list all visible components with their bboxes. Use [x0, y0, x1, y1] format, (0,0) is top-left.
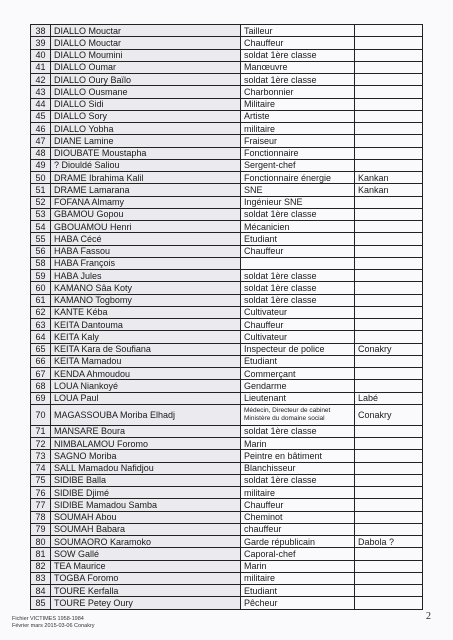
table-body	[31, 25, 423, 610]
place	[355, 425, 423, 437]
victim-name: GBOUAMOU Henri	[51, 221, 241, 233]
table-row	[31, 61, 423, 73]
occupation: Mécanicien	[241, 221, 355, 233]
place	[355, 585, 423, 597]
victim-name: SOUMAH Abou	[51, 511, 241, 523]
table-row	[31, 572, 423, 584]
table-row	[31, 294, 423, 306]
place	[355, 368, 423, 380]
occupation: Marin	[241, 560, 355, 572]
row-number: 84	[31, 585, 51, 597]
row-number: 43	[31, 86, 51, 98]
row-number: 62	[31, 306, 51, 318]
place	[355, 110, 423, 122]
row-number: 38	[31, 25, 51, 37]
occupation: Caporal-chef	[241, 548, 355, 560]
place	[355, 499, 423, 511]
footer	[12, 616, 95, 630]
table-row	[31, 208, 423, 220]
occupation: soldat 1ère classe	[241, 74, 355, 86]
victim-name: DIALLO Yobha	[51, 123, 241, 135]
victim-name: LOUA Paul	[51, 392, 241, 404]
occupation: militaire	[241, 572, 355, 584]
victim-name: DIALLO Sidi	[51, 98, 241, 110]
table-row	[31, 245, 423, 257]
occupation-line-2: Ministère du domaine social	[244, 414, 325, 422]
table-row	[31, 343, 423, 355]
place	[355, 147, 423, 159]
row-number: 56	[31, 245, 51, 257]
row-number: 61	[31, 294, 51, 306]
victim-name: FOFANA Almamy	[51, 196, 241, 208]
place	[355, 123, 423, 135]
victim-name: MANSARE Boura	[51, 425, 241, 437]
occupation: Cheminot	[241, 511, 355, 523]
place: Conakry	[355, 343, 423, 355]
victim-name: DIALLO Oury Baïlo	[51, 74, 241, 86]
place	[355, 319, 423, 331]
row-number: 55	[31, 233, 51, 245]
table-row	[31, 462, 423, 474]
table-row	[31, 487, 423, 499]
occupation: Inspecteur de police	[241, 343, 355, 355]
occupation: Chauffeur	[241, 319, 355, 331]
row-number: 41	[31, 61, 51, 73]
victim-name: SOUMAH Babara	[51, 523, 241, 535]
table-row	[31, 135, 423, 147]
table-row	[31, 585, 423, 597]
table-row	[31, 438, 423, 450]
table-row	[31, 147, 423, 159]
place	[355, 233, 423, 245]
occupation: soldat 1ère classe	[241, 294, 355, 306]
victim-name: TOURE Kerfalla	[51, 585, 241, 597]
place	[355, 61, 423, 73]
occupation: Manœuvre	[241, 61, 355, 73]
table-row	[31, 380, 423, 392]
table-row	[31, 536, 423, 548]
place	[355, 196, 423, 208]
row-number: 78	[31, 511, 51, 523]
table-row	[31, 25, 423, 37]
victim-name: GBAMOU Gopou	[51, 208, 241, 220]
row-number: 85	[31, 597, 51, 609]
row-number: 73	[31, 450, 51, 462]
row-number: 64	[31, 331, 51, 343]
victim-name: DRAME Lamarana	[51, 184, 241, 196]
victim-name: SIDIBE Djimé	[51, 487, 241, 499]
row-number: 79	[31, 523, 51, 535]
place	[355, 306, 423, 318]
table-row	[31, 392, 423, 404]
table-row	[31, 450, 423, 462]
place	[355, 474, 423, 486]
occupation: Chauffeur	[241, 245, 355, 257]
victim-name: KAMANO Togbomy	[51, 294, 241, 306]
page-number: 2	[426, 611, 431, 622]
place: Kankan	[355, 184, 423, 196]
row-number: 59	[31, 270, 51, 282]
place	[355, 135, 423, 147]
place	[355, 548, 423, 560]
row-number: 63	[31, 319, 51, 331]
victim-name: SOW Gallé	[51, 548, 241, 560]
victim-name: DIALLO Mouctar	[51, 25, 241, 37]
row-number: 70	[31, 404, 51, 425]
occupation: Etudiant	[241, 233, 355, 245]
place	[355, 49, 423, 61]
place: Dabola ?	[355, 536, 423, 548]
occupation: Chauffeur	[241, 499, 355, 511]
victim-name: NIMBALAMOU Foromo	[51, 438, 241, 450]
place	[355, 380, 423, 392]
place: Labé	[355, 392, 423, 404]
occupation	[241, 404, 355, 425]
place: Kankan	[355, 172, 423, 184]
table-row	[31, 184, 423, 196]
occupation: Charbonnier	[241, 86, 355, 98]
place	[355, 355, 423, 367]
row-number: 75	[31, 474, 51, 486]
row-number: 39	[31, 37, 51, 49]
table-row	[31, 319, 423, 331]
row-number: 50	[31, 172, 51, 184]
occupation: Sergent-chef	[241, 159, 355, 171]
table-row	[31, 110, 423, 122]
place	[355, 450, 423, 462]
victim-name: DIALLO Oumar	[51, 61, 241, 73]
victim-name: DIALLO Sory	[51, 110, 241, 122]
place	[355, 487, 423, 499]
table-row	[31, 196, 423, 208]
table-row	[31, 233, 423, 245]
table-row	[31, 560, 423, 572]
occupation: soldat 1ère classe	[241, 474, 355, 486]
table-row	[31, 499, 423, 511]
occupation: Ingénieur SNE	[241, 196, 355, 208]
occupation: soldat 1ère classe	[241, 425, 355, 437]
table-row	[31, 523, 423, 535]
place	[355, 511, 423, 523]
occupation: Lieutenant	[241, 392, 355, 404]
victim-name: TEA Maurice	[51, 560, 241, 572]
occupation: Fraiseur	[241, 135, 355, 147]
footer-line-1: Fichier VICTIMES 1958-1984	[12, 616, 84, 622]
row-number: 51	[31, 184, 51, 196]
table-row	[31, 270, 423, 282]
victim-name: DRAME Ibrahima Kalil	[51, 172, 241, 184]
table-row	[31, 159, 423, 171]
place	[355, 37, 423, 49]
row-number: 54	[31, 221, 51, 233]
occupation: soldat 1ère classe	[241, 270, 355, 282]
place	[355, 98, 423, 110]
table-row	[31, 86, 423, 98]
row-number: 45	[31, 110, 51, 122]
row-number: 77	[31, 499, 51, 511]
occupation: Fonctionnaire énergie	[241, 172, 355, 184]
victim-name: KEITA Kaly	[51, 331, 241, 343]
row-number: 46	[31, 123, 51, 135]
table-row	[31, 511, 423, 523]
occupation: soldat 1ère classe	[241, 208, 355, 220]
occupation: Artiste	[241, 110, 355, 122]
victim-name: HABA Cécé	[51, 233, 241, 245]
place	[355, 74, 423, 86]
row-number: 82	[31, 560, 51, 572]
table-row	[31, 257, 423, 269]
row-number: 53	[31, 208, 51, 220]
row-number: 68	[31, 380, 51, 392]
victim-name: LOUA Niankoyé	[51, 380, 241, 392]
victim-name: SOUMAORO Karamoko	[51, 536, 241, 548]
victim-name: SALL Mamadou Nafidjou	[51, 462, 241, 474]
row-number: 83	[31, 572, 51, 584]
place	[355, 159, 423, 171]
occupation: Gendarme	[241, 380, 355, 392]
occupation: Commerçant	[241, 368, 355, 380]
place	[355, 208, 423, 220]
occupation: Blanchisseur	[241, 462, 355, 474]
place	[355, 597, 423, 609]
victim-name: TOURE Petey Oury	[51, 597, 241, 609]
place	[355, 86, 423, 98]
occupation-line-1: Médecin, Directeur de cabinet	[244, 407, 331, 415]
row-number: 81	[31, 548, 51, 560]
occupation: Fonctionnaire	[241, 147, 355, 159]
occupation: Garde républicain	[241, 536, 355, 548]
row-number: 72	[31, 438, 51, 450]
place	[355, 245, 423, 257]
place	[355, 257, 423, 269]
place	[355, 560, 423, 572]
table-row	[31, 404, 423, 425]
occupation: SNE	[241, 184, 355, 196]
table-row	[31, 355, 423, 367]
place: Conakry	[355, 404, 423, 425]
table-row	[31, 474, 423, 486]
table-row	[31, 221, 423, 233]
occupation: Peintre en bâtiment	[241, 450, 355, 462]
victim-name: HABA François	[51, 257, 241, 269]
victim-name: KENDA Ahmoudou	[51, 368, 241, 380]
victim-name: DIANE Lamine	[51, 135, 241, 147]
row-number: 52	[31, 196, 51, 208]
row-number: 58	[31, 257, 51, 269]
footer-line-2: Février mars 2015-03-06 Conakry	[12, 623, 95, 629]
row-number: 49	[31, 159, 51, 171]
place	[355, 25, 423, 37]
occupation: Militaire	[241, 98, 355, 110]
table-row	[31, 548, 423, 560]
occupation: soldat 1ère classe	[241, 282, 355, 294]
victim-name: KEITA Dantouma	[51, 319, 241, 331]
occupation: chauffeur	[241, 523, 355, 535]
table-row	[31, 331, 423, 343]
occupation: Tailleur	[241, 25, 355, 37]
occupation: Cultivateur	[241, 331, 355, 343]
table-row	[31, 37, 423, 49]
occupation: Cultivateur	[241, 306, 355, 318]
victim-name: SIDIBE Balla	[51, 474, 241, 486]
occupation: militaire	[241, 487, 355, 499]
victim-name: MAGASSOUBA Moriba Elhadj	[51, 404, 241, 425]
row-number: 69	[31, 392, 51, 404]
table-row	[31, 597, 423, 609]
row-number: 76	[31, 487, 51, 499]
row-number: 66	[31, 355, 51, 367]
table-row	[31, 425, 423, 437]
row-number: 47	[31, 135, 51, 147]
place	[355, 572, 423, 584]
row-number: 65	[31, 343, 51, 355]
row-number: 60	[31, 282, 51, 294]
place	[355, 462, 423, 474]
victim-name: DIALLO Ousmane	[51, 86, 241, 98]
table-row	[31, 368, 423, 380]
occupation: Etudiant	[241, 355, 355, 367]
place	[355, 331, 423, 343]
row-number: 40	[31, 49, 51, 61]
victim-name: ? Diouldé Saliou	[51, 159, 241, 171]
place	[355, 294, 423, 306]
victim-name: KAMANO Sâa Koty	[51, 282, 241, 294]
victim-name: DIOUBATE Moustapha	[51, 147, 241, 159]
occupation: militaire	[241, 123, 355, 135]
victims-table	[30, 24, 423, 610]
occupation: Pêcheur	[241, 597, 355, 609]
table-row	[31, 282, 423, 294]
place	[355, 221, 423, 233]
table-row	[31, 306, 423, 318]
place	[355, 270, 423, 282]
victim-name: SAGNO Moriba	[51, 450, 241, 462]
place	[355, 438, 423, 450]
row-number: 48	[31, 147, 51, 159]
victim-name: DIALLO Moumini	[51, 49, 241, 61]
victim-name: KANTE Kéba	[51, 306, 241, 318]
occupation: Marin	[241, 438, 355, 450]
victim-name: KEITA Mamadou	[51, 355, 241, 367]
table-row	[31, 123, 423, 135]
victim-name: HABA Fassou	[51, 245, 241, 257]
victim-name: SIDIBE Mamadou Samba	[51, 499, 241, 511]
table-row	[31, 172, 423, 184]
victim-name: DIALLO Mouctar	[51, 37, 241, 49]
row-number: 71	[31, 425, 51, 437]
occupation: soldat 1ère classe	[241, 49, 355, 61]
occupation: Chauffeur	[241, 37, 355, 49]
row-number: 80	[31, 536, 51, 548]
row-number: 42	[31, 74, 51, 86]
victim-name: TOGBA Foromo	[51, 572, 241, 584]
row-number: 74	[31, 462, 51, 474]
occupation	[241, 257, 355, 269]
victim-name: HABA Jules	[51, 270, 241, 282]
occupation: Etudiant	[241, 585, 355, 597]
row-number: 67	[31, 368, 51, 380]
table-row	[31, 98, 423, 110]
table-row	[31, 74, 423, 86]
table-row	[31, 49, 423, 61]
row-number: 44	[31, 98, 51, 110]
place	[355, 523, 423, 535]
place	[355, 282, 423, 294]
victim-name: KEITA Kara de Soufiana	[51, 343, 241, 355]
